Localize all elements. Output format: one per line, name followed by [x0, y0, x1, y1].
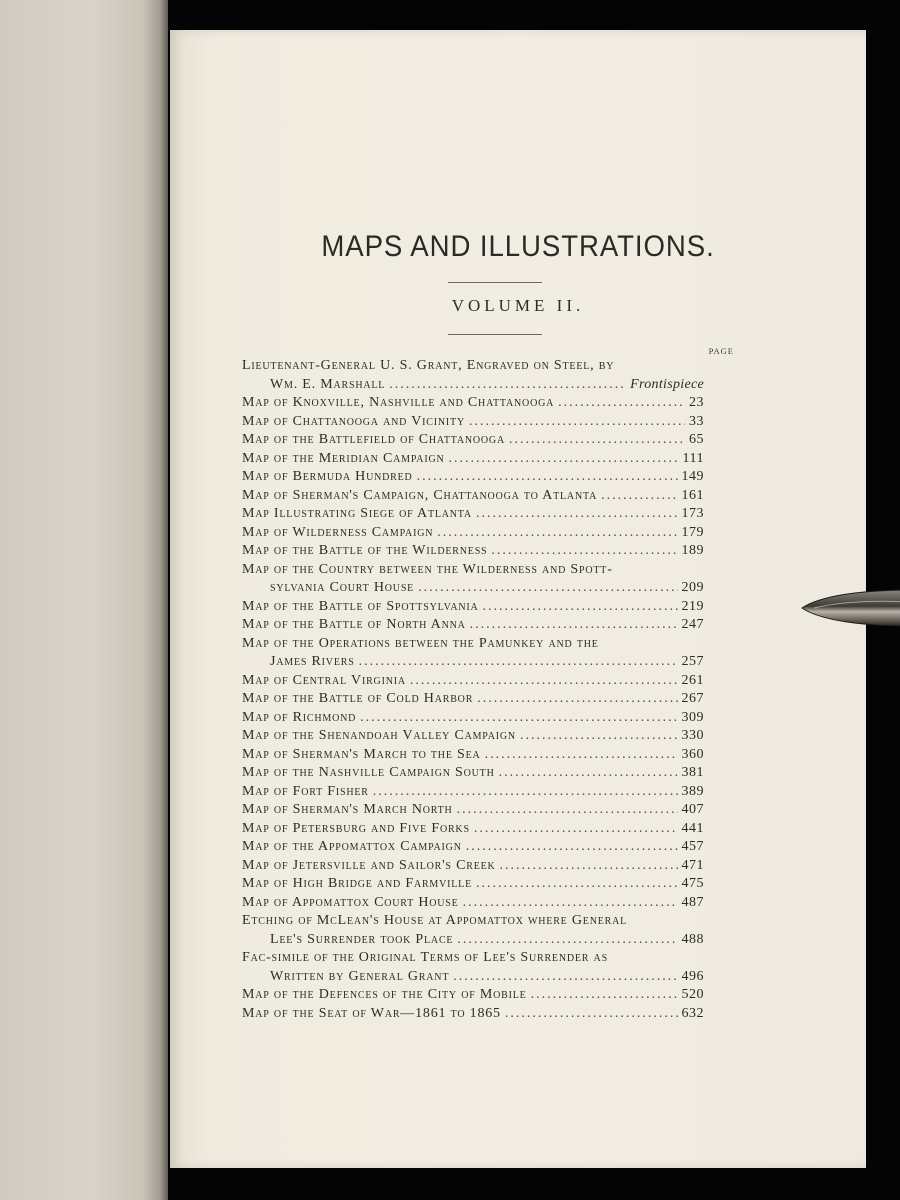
entry-label: Written by General Grant [270, 968, 450, 984]
entry-label: Map of the Seat of War—1861 to 1865 [242, 1005, 501, 1021]
list-item [242, 765, 704, 784]
entry-label: Map of High Bridge and Farmville [242, 876, 472, 891]
leader-dots [505, 1006, 678, 1022]
entry-label: Map of the Nashville Campaign South [242, 765, 495, 780]
entry-page: 33 [689, 413, 704, 429]
bookmark-pointer-icon [800, 586, 900, 630]
list-item [242, 543, 704, 562]
list-item [242, 358, 704, 377]
entry-label: Map of Richmond [242, 709, 357, 725]
entry-page: 23 [689, 395, 704, 410]
list-item [242, 821, 704, 840]
book-page [170, 30, 866, 1168]
entry-page: 520 [681, 987, 704, 1002]
entry-label: Map of the Battle of Spottsylvania [242, 598, 479, 614]
list-item [242, 969, 704, 988]
entry-page: 65 [689, 432, 704, 447]
list-item [242, 562, 704, 581]
entry-label: Lee's Surrender took Place [270, 931, 454, 947]
leader-dots [359, 654, 678, 670]
list-item [242, 506, 704, 525]
entry-label: Map of Knoxville, Nashville and Chattanooga [242, 395, 555, 410]
list-item [242, 377, 704, 396]
entry-page: 488 [681, 931, 704, 947]
entry-label: Lieutenant-General U. S. Grant, Engraved on Steel, by [242, 358, 615, 373]
entry-label: Map of the Battle of North Anna [242, 617, 466, 632]
list-item [242, 451, 704, 470]
leader-dots [470, 617, 678, 633]
list-item [242, 876, 704, 895]
leader-dots [469, 414, 685, 430]
entry-page: 632 [681, 1005, 704, 1021]
entry-page: 219 [681, 598, 704, 614]
list-item [242, 987, 704, 1006]
entry-label: Map of Jetersville and Sailor's Creek [242, 857, 496, 873]
leader-dots [463, 895, 678, 911]
entry-page: 487 [681, 894, 704, 910]
entry-page: 496 [681, 968, 704, 984]
facing-page [0, 0, 168, 1200]
entry-label: Map of Petersburg and Five Forks [242, 820, 470, 836]
entry-label: Map of the Battlefield of Chattanooga [242, 432, 505, 447]
entry-page: 471 [681, 857, 704, 873]
list-item [242, 691, 704, 710]
list-item [242, 802, 704, 821]
list-item [242, 673, 704, 692]
entry-page: 189 [681, 543, 704, 558]
leader-dots [418, 580, 677, 596]
leader-dots [558, 395, 685, 411]
list-item [242, 1006, 704, 1025]
entry-page: 309 [681, 709, 704, 725]
list-item [242, 895, 704, 914]
entry-label: sylvania Court House [270, 580, 415, 595]
entry-page: 257 [681, 654, 704, 669]
leader-dots [509, 432, 685, 448]
list-item [242, 728, 704, 747]
list-item [242, 950, 704, 969]
list-item [242, 414, 704, 433]
list-item [242, 599, 704, 618]
entry-page: 475 [681, 876, 704, 891]
list-item [242, 617, 704, 636]
entry-label: Wm. E. Marshall [270, 376, 386, 392]
list-item [242, 525, 704, 544]
leader-dots [466, 839, 678, 855]
entry-page: 267 [681, 691, 704, 706]
leader-dots [453, 969, 677, 985]
entry-label: Map of Wilderness Campaign [242, 524, 434, 540]
entry-label: Map of the Operations between the Pamunkey and the [242, 635, 599, 651]
list-item [242, 395, 704, 414]
leader-dots [474, 821, 678, 837]
entry-label: Map of the Battle of the Wilderness [242, 543, 488, 558]
list-item [242, 839, 704, 858]
entry-label: Map of the Country between the Wilderness and Spott- [242, 561, 613, 577]
entry-label: James Rivers [270, 654, 355, 669]
leader-dots [449, 451, 679, 467]
entry-page: 360 [681, 746, 704, 762]
list-item [242, 932, 704, 951]
entry-page: 441 [681, 820, 704, 836]
entry-label: Map Illustrating Siege of Atlanta [242, 506, 472, 521]
leader-dots [476, 876, 678, 892]
entry-page: 261 [681, 672, 704, 688]
entry-page: 457 [681, 839, 704, 854]
leader-dots [389, 377, 626, 393]
entry-page: 330 [681, 728, 704, 743]
leader-dots [500, 858, 678, 874]
entry-page: 179 [681, 524, 704, 540]
entry-page: 209 [681, 580, 704, 595]
entry-label: Map of Sherman's March to the Sea [242, 746, 481, 762]
page-title: MAPS AND ILLUSTRATIONS. [321, 230, 715, 263]
leader-dots [410, 673, 678, 689]
entry-page: 381 [681, 765, 704, 780]
entry-page: Frontispiece [630, 376, 704, 392]
list-item [242, 913, 704, 932]
leader-dots [485, 747, 678, 763]
title-rule [448, 282, 542, 283]
entry-label: Fac-simile of the Original Terms of Lee's Surrender as [242, 950, 608, 965]
leader-dots [457, 932, 677, 948]
list-item [242, 432, 704, 451]
leader-dots [360, 710, 677, 726]
leader-dots [499, 765, 678, 781]
list-item [242, 580, 704, 599]
entry-page: 389 [681, 783, 704, 799]
entry-label: Map of the Shenandoah Valley Campaign [242, 728, 516, 743]
entry-label: Map of the Appomattox Campaign [242, 839, 462, 854]
contents-list [242, 358, 704, 1024]
volume-heading: VOLUME II. [451, 296, 585, 315]
entry-label: Map of Appomattox Court House [242, 894, 459, 910]
entry-page: 407 [681, 802, 704, 817]
entry-page: 111 [682, 450, 704, 466]
list-item [242, 469, 704, 488]
entry-label: Map of the Battle of Cold Harbor [242, 691, 474, 706]
leader-dots [437, 525, 677, 541]
entry-label: Map of Bermuda Hundred [242, 469, 413, 484]
leader-dots [483, 599, 678, 615]
entry-label: Map of Central Virginia [242, 672, 406, 688]
entry-label: Map of the Defences of the City of Mobile [242, 987, 527, 1002]
entry-page: 173 [681, 506, 704, 521]
entry-label: Map of Chattanooga and Vicinity [242, 413, 465, 429]
entry-label: Map of Fort Fisher [242, 783, 369, 799]
list-item [242, 747, 704, 766]
entry-label: Map of the Meridian Campaign [242, 450, 445, 466]
entry-page: 161 [681, 487, 704, 503]
entry-page: 247 [681, 617, 704, 632]
leader-dots [476, 506, 678, 522]
entry-page: 149 [681, 469, 704, 484]
leader-dots [373, 784, 678, 800]
leader-dots [417, 469, 678, 485]
leader-dots [520, 728, 678, 744]
list-item [242, 636, 704, 655]
list-item [242, 488, 704, 507]
list-item [242, 858, 704, 877]
entry-label: Map of Sherman's Campaign, Chattanooga to Atlanta [242, 487, 598, 503]
leader-dots [601, 488, 677, 504]
page-column-header: PAGE [708, 346, 734, 356]
entry-label: Map of Sherman's March North [242, 802, 453, 817]
leader-dots [457, 802, 678, 818]
entry-label: Etching of McLean's House at Appomattox where General [242, 913, 628, 928]
leader-dots [491, 543, 677, 559]
list-item [242, 710, 704, 729]
list-item [242, 784, 704, 803]
leader-dots [531, 987, 678, 1003]
volume-rule [448, 334, 542, 335]
list-item [242, 654, 704, 673]
leader-dots [477, 691, 677, 707]
